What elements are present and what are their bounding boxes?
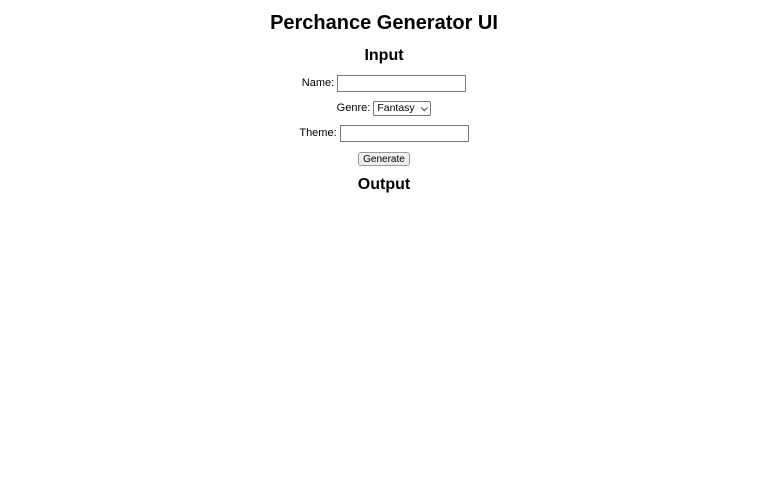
output-area bbox=[0, 194, 768, 480]
output-section-heading: Output bbox=[357, 176, 411, 193]
name-input[interactable] bbox=[337, 75, 466, 92]
name-field-row bbox=[302, 75, 466, 92]
input-section-heading: Input bbox=[364, 47, 404, 64]
genre-label: Genre: bbox=[336, 102, 371, 114]
page-title: Perchance Generator UI bbox=[270, 12, 498, 34]
theme-field-row bbox=[299, 125, 468, 142]
genre-select-value: Fantasy bbox=[377, 102, 415, 114]
theme-input[interactable] bbox=[340, 125, 469, 142]
name-label: Name: bbox=[301, 77, 335, 89]
generate-button[interactable]: Generate bbox=[358, 152, 410, 166]
theme-label: Theme: bbox=[299, 127, 337, 139]
genre-field-row bbox=[337, 101, 432, 116]
genre-select[interactable] bbox=[373, 101, 431, 116]
chevron-down-icon bbox=[421, 104, 428, 111]
